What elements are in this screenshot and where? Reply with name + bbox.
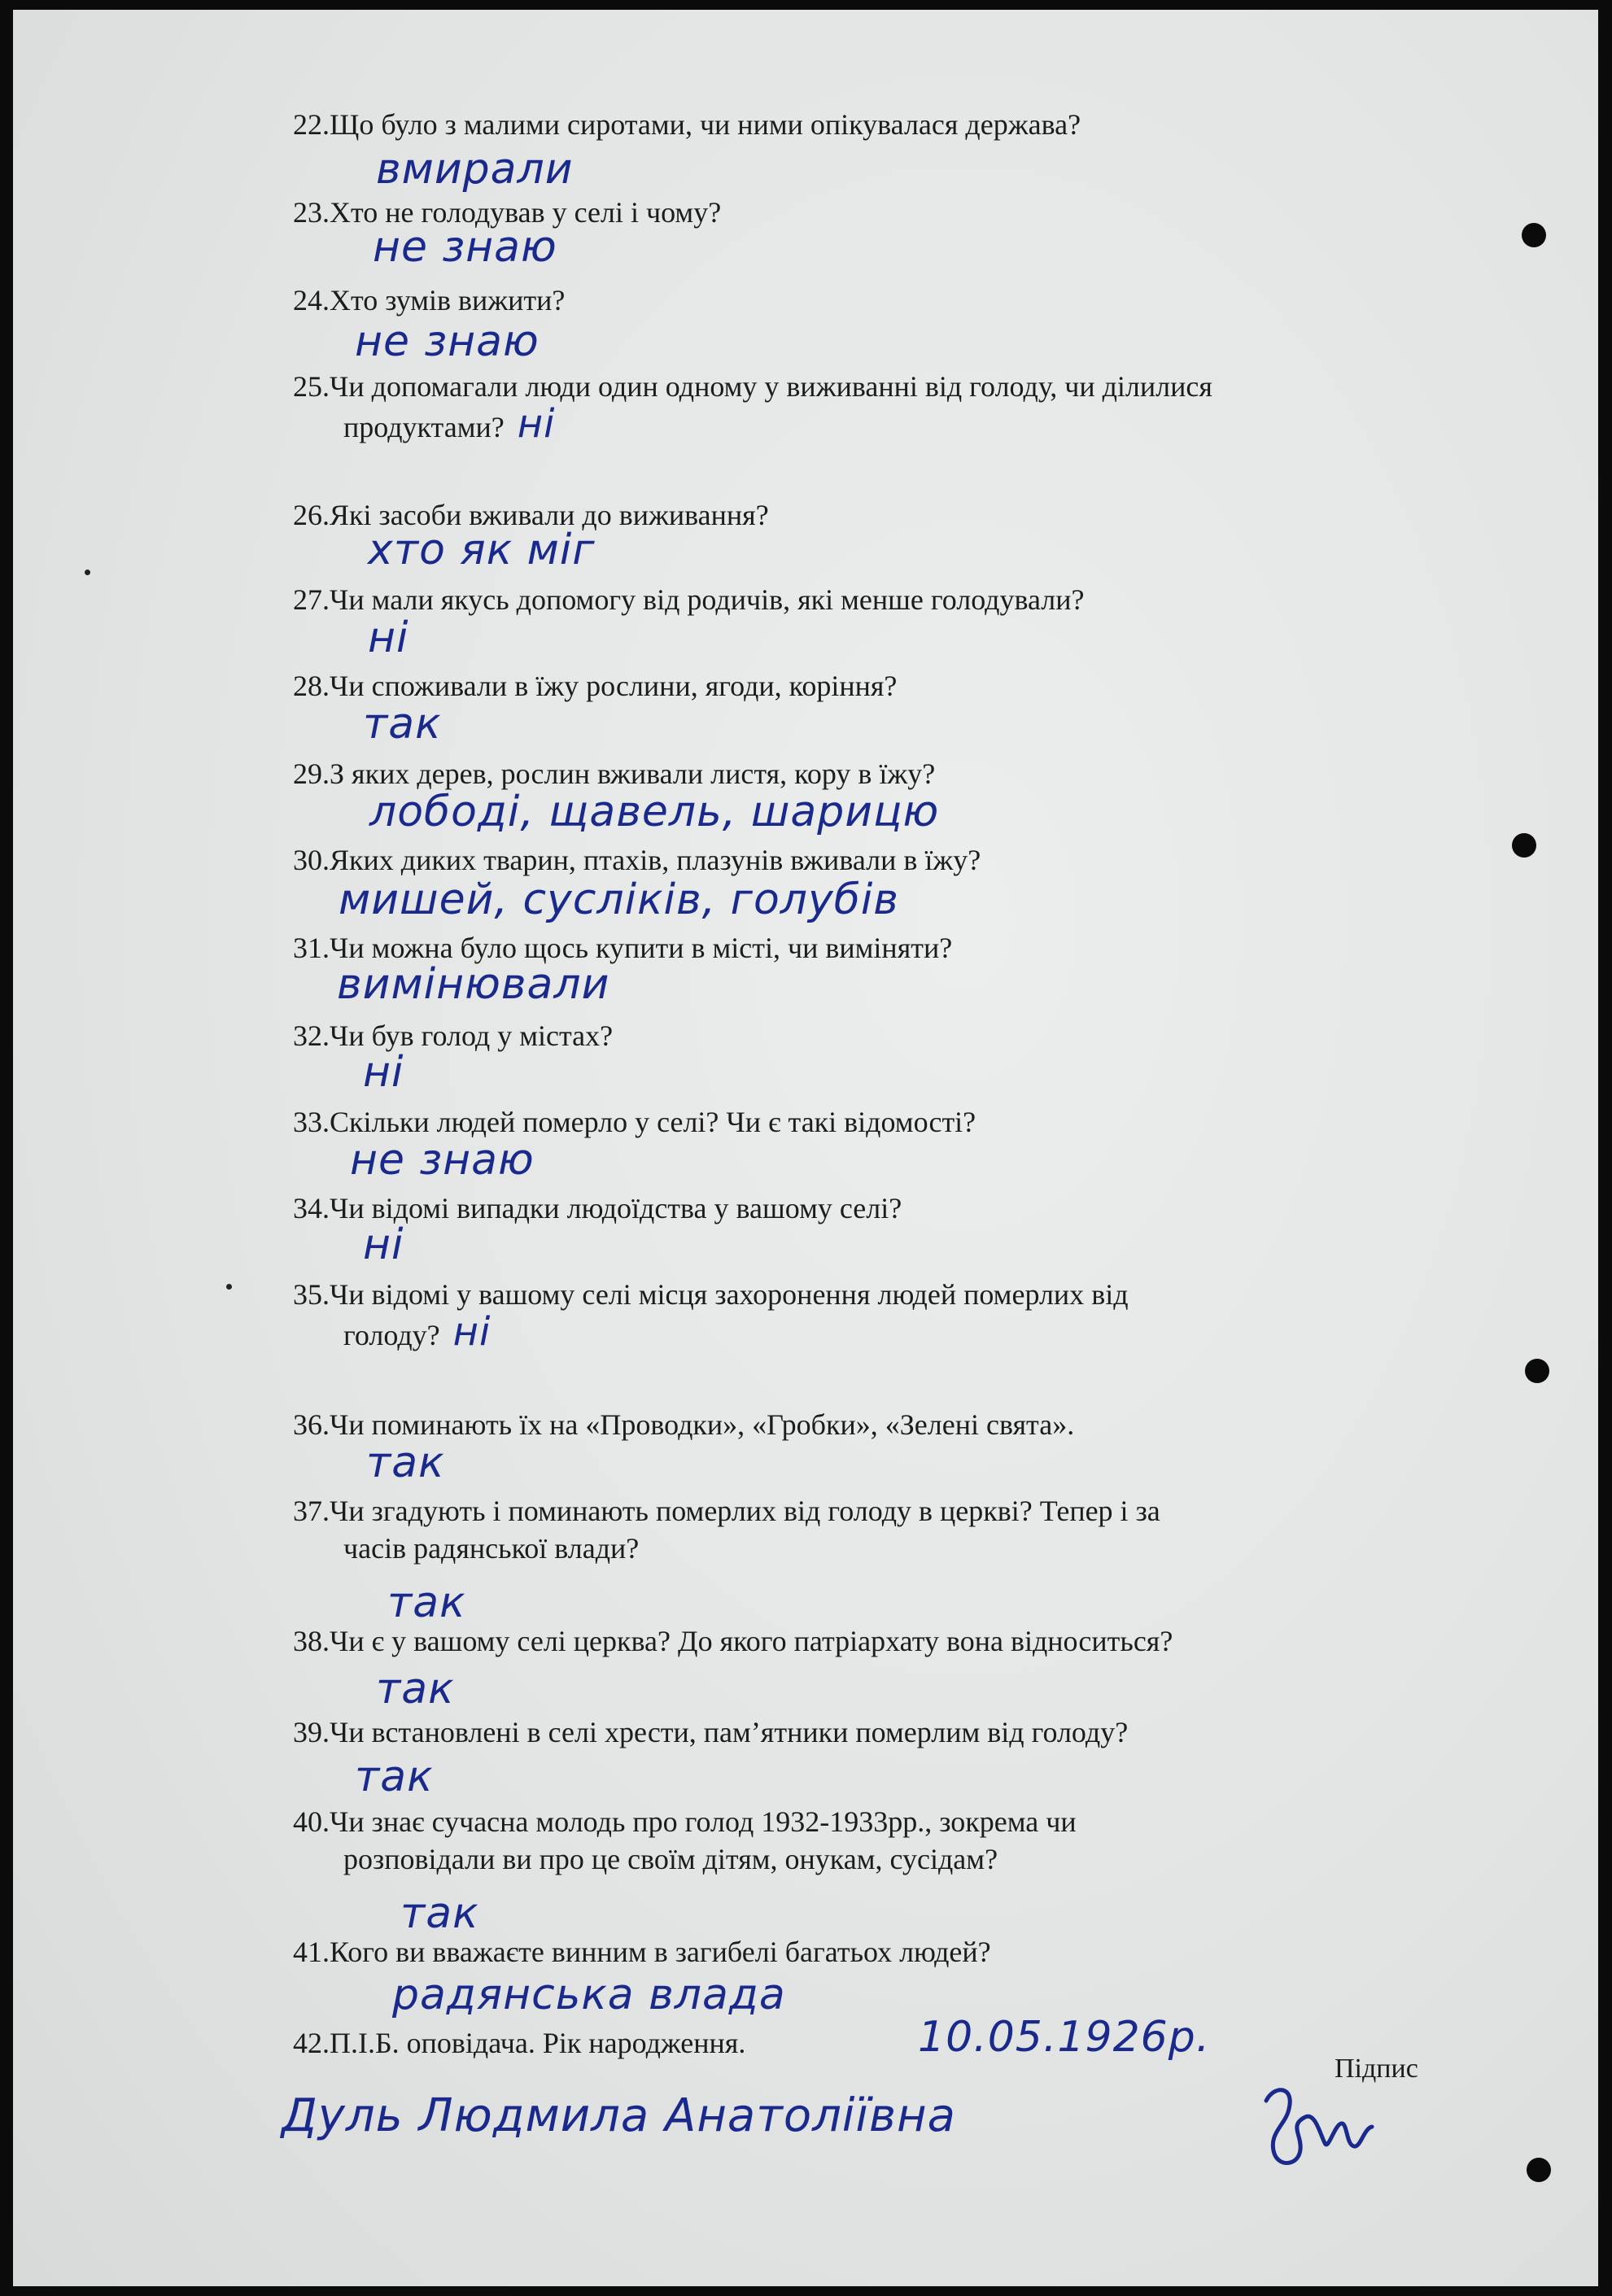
question-36: 36.Чи поминають їх на «Проводки», «Гробки», «Зелені свята». [293,1408,1075,1441]
answer-31: вимінювали [337,960,610,1009]
punch-hole [1512,833,1536,858]
answer-32: ні [363,1048,404,1097]
answer-39: так [355,1753,434,1801]
question-text: Чи допомагали люди один одному у виживанні від голоду, чи ділилися [330,370,1212,403]
question-text: Кого ви вважаєте винним в загибелі багатьох людей? [330,1936,991,1968]
signature-label: Підпис [1335,2054,1418,2084]
question-41: 41.Кого ви вважаєте винним в загибелі багатьох людей? [293,1936,991,1968]
punch-hole [1525,1359,1549,1383]
question-31: 31.Чи можна було щось купити в місті, чи виміняти? [293,932,953,964]
question-23: 23.Хто не голодував у селі і чому? [293,196,722,229]
answer-40: так [400,1889,479,1938]
answer-33: не знаю [350,1136,535,1185]
answer-27: ні [368,613,409,662]
answer-23: не знаю [373,223,557,272]
question-27: 27.Чи мали якусь допомогу від родичів, які менше голодували? [293,583,1085,616]
question-37: 37.Чи згадують і поминають померлих від голоду в церкві? Тепер і за часів радянської влади? [293,1492,1160,1567]
answer-29: лободі, щавель, шарицю [369,788,940,836]
question-24: 24.Хто зумів вижити? [293,284,566,316]
question-text: Чи був голод у містах? [330,1019,614,1052]
answer-37: так [387,1578,466,1627]
respondent-name: Дуль Людмила Анатоліївна [282,2089,956,2142]
answer-38: так [376,1665,455,1713]
question-text: Яких диких тварин, птахів, плазунів вживали в їжу? [330,844,981,876]
ink-dot [226,1284,232,1290]
question-text: П.І.Б. оповідача. Рік народження. [330,2027,746,2059]
question-30: 30.Яких диких тварин, птахів, плазунів вживали в їжу? [293,844,981,876]
question-38: 38.Чи є у вашому селі церква? До якого патріархату вона відноситься? [293,1625,1173,1657]
question-42: 42.П.І.Б. оповідача. Рік народження. [293,2027,746,2059]
question-29: 29.З яких дерев, рослин вживали листя, кору в їжу? [293,757,936,790]
question-39: 39.Чи встановлені в селі хрести, пам’ятники померлим від голоду? [293,1716,1129,1748]
birth-date-answer: 10.05.1926р. [918,2013,1211,2062]
question-25: 25.Чи допомагали люди один одному у виживанні від голоду, чи ділилися продуктами? ні [293,370,1212,447]
punch-hole [1522,223,1546,247]
question-34: 34.Чи відомі випадки людоїдства у вашому селі? [293,1192,902,1224]
question-text-continued: розповідали ви про це своїм дітям, онукам, сусідам? [343,1843,998,1875]
question-text-continued: продуктами? [343,411,505,443]
question-text: Чи є у вашому селі церква? До якого патріархату вона відноситься? [330,1625,1173,1657]
answer-24: не знаю [355,317,540,366]
question-text-continued: голоду? [343,1319,440,1351]
answer-28: так [363,700,442,749]
question-text: Чи встановлені в селі хрести, пам’ятники померлим від голоду? [330,1716,1129,1748]
question-text-continued: часів радянської влади? [343,1532,640,1565]
question-text: Чи знає сучасна молодь про голод 1932-1933рр., зокрема чи [330,1805,1077,1838]
punch-hole [1527,2158,1551,2182]
ink-dot [85,570,90,575]
question-26: 26.Які засоби вживали до виживання? [293,499,769,531]
question-text: Скільки людей померло у селі? Чи є такі відомості? [330,1106,976,1138]
question-text: Чи поминають їх на «Проводки», «Гробки», «Зелені свята». [330,1408,1075,1441]
question-text: З яких дерев, рослин вживали листя, кору в їжу? [330,757,936,790]
questionnaire-sheet [13,10,1598,2286]
answer-34: ні [363,1220,404,1269]
question-28: 28.Чи споживали в їжу рослини, ягоди, коріння? [293,670,898,702]
question-text: Чи згадують і поминають померлих від голоду в церкві? Тепер і за [330,1495,1160,1527]
question-text: Чи мали якусь допомогу від родичів, які менше голодували? [330,583,1085,616]
answer-36: так [366,1438,445,1487]
answer-30: мишей, сусліків, голубів [339,875,899,924]
answer-26: хто як міг [368,526,596,574]
question-40: 40.Чи знає сучасна молодь про голод 1932-1933рр., зокрема чи розповідали ви про це своїм дітям, онукам, сусідам? [293,1803,1077,1878]
question-text: Чи відомі у вашому селі місця захоронення людей померлих від [330,1278,1129,1311]
answer-35: ні [452,1309,491,1355]
answer-41: радянська влада [392,1971,786,2019]
question-text: Чи відомі випадки людоїдства у вашому селі? [330,1192,902,1224]
question-33: 33.Скільки людей померло у селі? Чи є такі відомості? [293,1106,976,1138]
question-32: 32.Чи був голод у містах? [293,1019,614,1052]
question-text: Чи споживали в їжу рослини, ягоди, коріння? [330,670,898,702]
question-text: Які засоби вживали до виживання? [330,499,769,531]
question-22: 22.Що було з малими сиротами, чи ними опікувалася держава? [293,108,1081,141]
question-35: 35.Чи відомі у вашому селі місця захоронення людей померлих від голоду? ні [293,1278,1129,1355]
question-text: Хто не голодував у селі і чому? [330,196,722,229]
question-text: Що було з малими сиротами, чи ними опікувалася держава? [330,108,1081,141]
question-text: Хто зумів вижити? [330,284,566,316]
question-text: Чи можна було щось купити в місті, чи виміняти? [330,932,953,964]
answer-25: ні [517,401,556,447]
answer-22: вмирали [376,145,574,194]
